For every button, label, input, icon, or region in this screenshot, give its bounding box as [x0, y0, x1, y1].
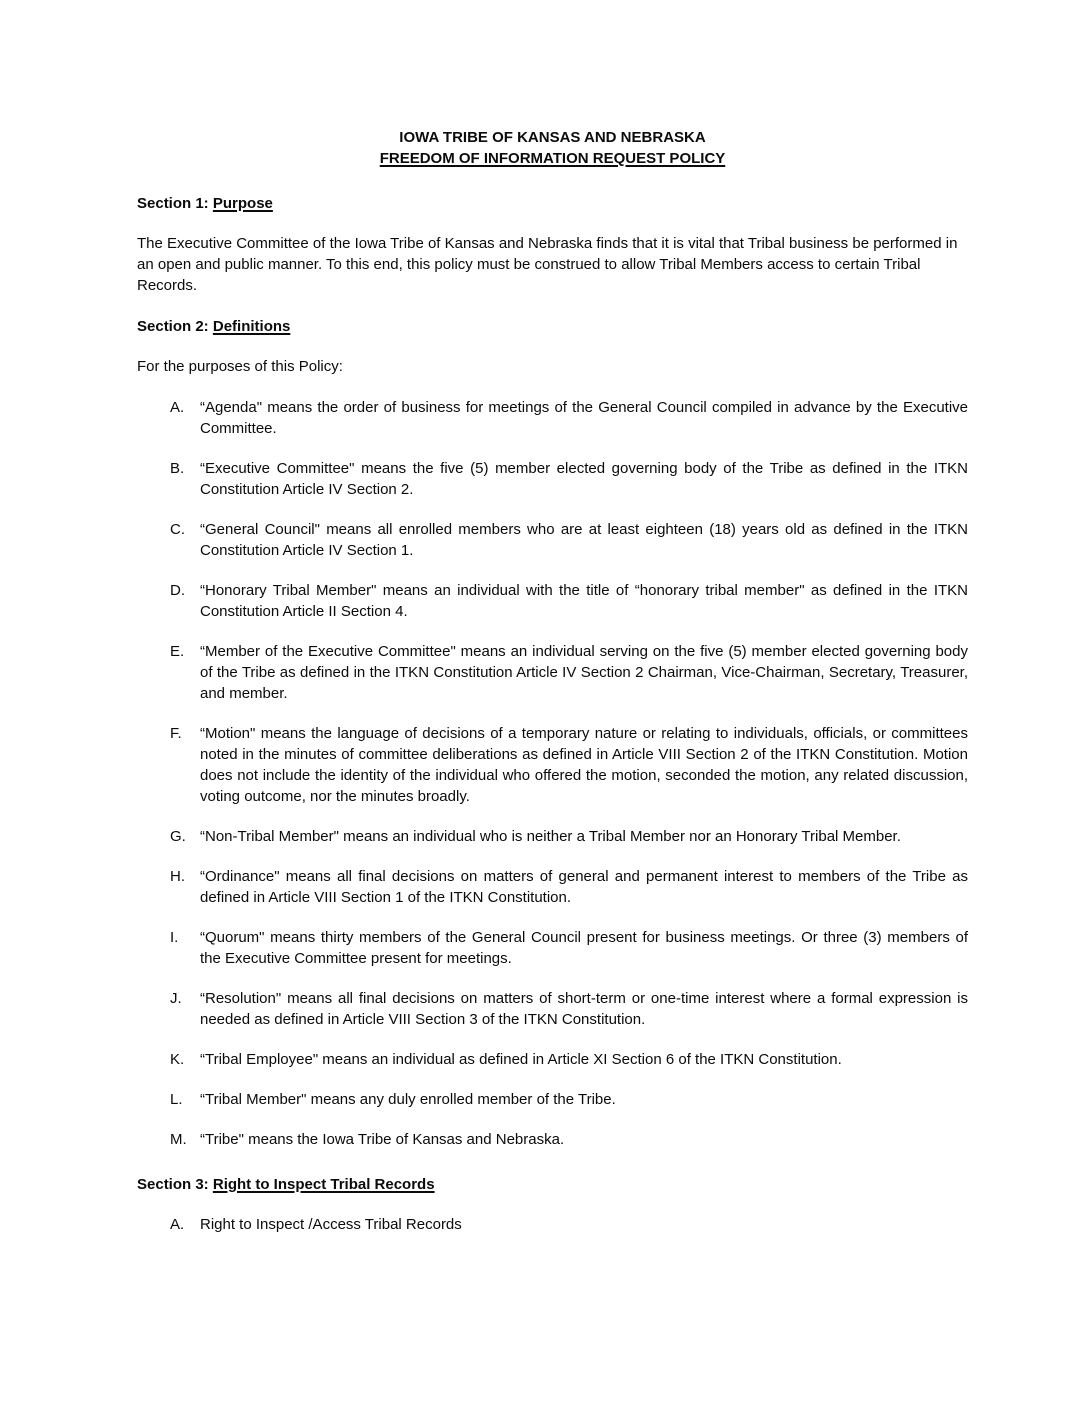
definition-item [137, 519, 968, 561]
definition-item-letter: E. [170, 643, 185, 660]
definition-item-text: “General Council" means all enrolled members who are at least eighteen (18) years old as defined in the ITKN Constitution Article IV Section 1. [200, 521, 968, 559]
document-title-line-2: FREEDOM OF INFORMATION REQUEST POLICY [379, 150, 726, 167]
section-3-list [137, 1214, 968, 1235]
definition-item [137, 826, 968, 847]
section-2-title: Definitions [212, 318, 291, 335]
definition-item-text: “Quorum" means thirty members of the General Council present for business meetings. Or three (3) members of the Executive Committee present for meetings. [200, 929, 968, 967]
definition-item-letter: B. [170, 460, 185, 477]
definition-item-letter: D. [170, 582, 185, 599]
document-title-line-1: IOWA TRIBE OF KANSAS AND NEBRASKA [399, 129, 706, 146]
definition-item-text: “Tribe" means the Iowa Tribe of Kansas and Nebraska. [200, 1131, 565, 1148]
definition-item-letter: K. [170, 1051, 185, 1068]
definition-item [137, 1089, 968, 1110]
section-2-heading [137, 316, 968, 337]
definition-item [137, 866, 968, 908]
definition-item-letter: M. [170, 1131, 187, 1148]
definition-item-text: “Motion" means the language of decisions of a temporary nature or relating to individuals, officials, or committees noted in the minutes of committee deliberations as defined in Article VIII Section 2 of the ITKN Constitution. Motion does not include the identity of the individual who offered the motion, seconded the motion, any related discussion, voting outcome, nor the minutes broadly. [200, 725, 968, 805]
section-1-title: Purpose [212, 195, 273, 212]
definition-item-letter: J. [170, 990, 182, 1007]
section-3-item-letter: A. [170, 1216, 185, 1233]
section-3-heading [137, 1174, 968, 1195]
definition-item-text: “Member of the Executive Committee" means an individual serving on the five (5) member elected governing body of the Tribe as defined in the ITKN Constitution Article IV Section 2 Chairman, Vice-Chairman, Secretary, Treasurer, and member. [200, 643, 968, 702]
definitions-list [137, 397, 968, 1150]
section-3-title: Right to Inspect Tribal Records [212, 1176, 435, 1193]
definition-item-letter: L. [170, 1091, 183, 1108]
definition-item-text: “Tribal Employee" means an individual as defined in Article XI Section 6 of the ITKN Constitution. [200, 1051, 842, 1068]
definition-item-text: “Tribal Member" means any duly enrolled member of the Tribe. [200, 1091, 616, 1108]
definition-item [137, 988, 968, 1030]
definition-item-text: “Executive Committee" means the five (5) member elected governing body of the Tribe as defined in the ITKN Constitution Article IV Section 2. [200, 460, 968, 498]
definition-item [137, 397, 968, 439]
definition-item-text: “Ordinance" means all final decisions on matters of general and permanent interest to members of the Tribe as defined in Article VIII Section 1 of the ITKN Constitution. [200, 868, 968, 906]
section-2-intro: For the purposes of this Policy: [137, 358, 343, 375]
definition-item [137, 580, 968, 622]
definition-item-letter: G. [170, 828, 186, 845]
definition-item [137, 458, 968, 500]
definition-item-letter: I. [170, 929, 179, 946]
definition-item-text: “Agenda" means the order of business for meetings of the General Council compiled in advance by the Executive Committee. [200, 399, 968, 437]
definition-item [137, 641, 968, 704]
definition-item-text: “Non-Tribal Member" means an individual who is neither a Tribal Member nor an Honorary Tribal Member. [200, 828, 901, 845]
definition-item-letter: H. [170, 868, 185, 885]
definition-item-letter: A. [170, 399, 185, 416]
section-1-heading [137, 193, 968, 214]
definition-item [137, 1129, 968, 1150]
definition-item [137, 927, 968, 969]
section-1-paragraph: The Executive Committee of the Iowa Tribe of Kansas and Nebraska finds that it is vital that Tribal business be performed in an open and public manner. To this end, this policy must be construed to allow Tribal Members access to certain Tribal Records. [137, 235, 958, 294]
definition-item [137, 1049, 968, 1070]
document-title [137, 127, 968, 169]
definition-item-letter: F. [170, 725, 182, 742]
section-3-label: Section 3: [137, 1176, 209, 1193]
section-3-item [137, 1214, 968, 1235]
section-3-item-text: Right to Inspect /Access Tribal Records [200, 1216, 462, 1233]
definition-item-letter: C. [170, 521, 185, 538]
definition-item-text: “Honorary Tribal Member" means an individual with the title of “honorary tribal member" as defined in the ITKN Constitution Article II Section 4. [200, 582, 968, 620]
section-2-label: Section 2: [137, 318, 209, 335]
section-1-label: Section 1: [137, 195, 209, 212]
definition-item-text: “Resolution" means all final decisions on matters of short-term or one-time interest where a formal expression is needed as defined in Article VIII Section 3 of the ITKN Constitution. [200, 990, 968, 1028]
definition-item [137, 723, 968, 807]
